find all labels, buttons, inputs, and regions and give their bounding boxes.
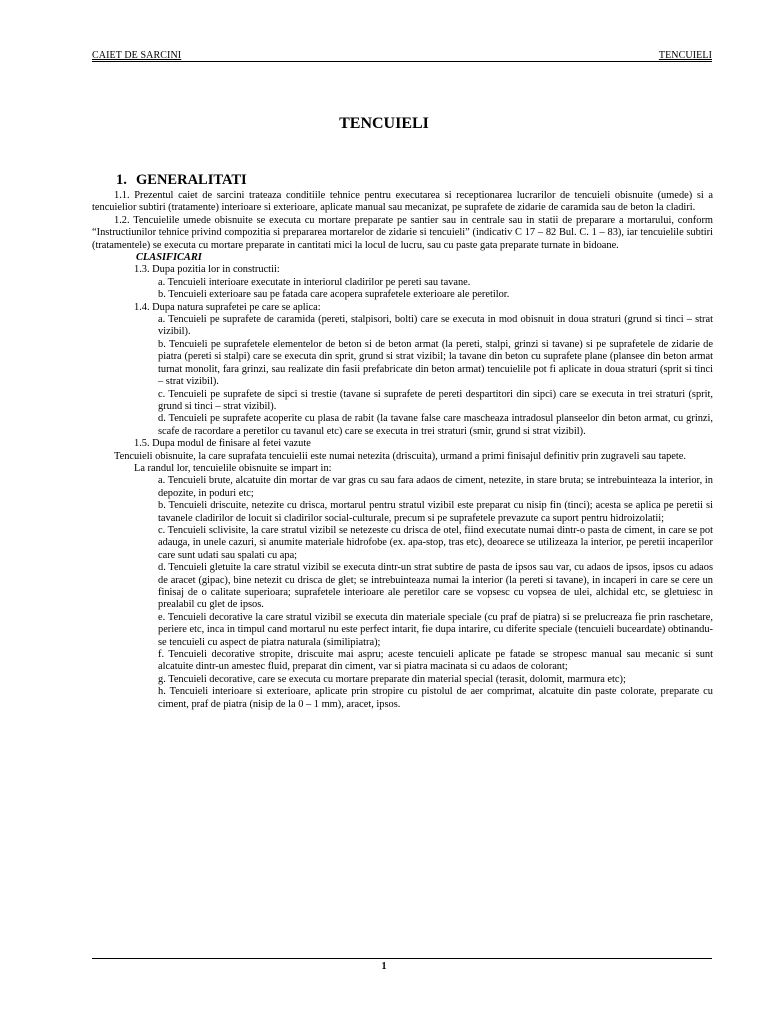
- paragraph-1-5f: f. Tencuieli decorative stropite, driscuite mai aspru; aceste tencuieli aplicate pe fatade se stropesc manual sau mecanic si sunt alcatuite dintr-un amestec fluid, preparat din ciment, var si piatra macinata si cu adaos de colorant;: [158, 649, 713, 673]
- paragraph-1-5b: b. Tencuieli driscuite, netezite cu drisca, mortarul pentru stratul vizibil este preparat cu nisip fin (tinci); acesta se aplica pe peretii si tavanele cladirilor de locuit si cladirilor social-culturale, precum si pe suprafetele prevazute ca suport pentru hidroizolatii;: [158, 500, 713, 524]
- page-header: [92, 50, 712, 62]
- paragraph-1-3b: b. Tencuieli exterioare sau pe fatada care acopera suprafetele exterioare ale peretilor.: [158, 289, 510, 301]
- paragraph-1-5c: c. Tencuieli sclivisite, la care stratul vizibil se netezeste cu drisca de otel, fiind executate numai dintr-o pasta de ciment, in care se pot adauga, in unele cazuri, si anumite materiale hidrofobe (ex. apa-stop, tras etc), deoarece se utilizeaza la interior, pe peretii incaperilor care sunt udati sau spalati cu apa;: [158, 524, 713, 561]
- section-heading: [116, 172, 713, 188]
- paragraph-1-3a: a. Tencuieli interioare executate in interiorul cladirilor pe pereti sau tavane.: [158, 276, 471, 288]
- paragraph-1-4d: d. Tencuieli pe suprafete acoperite cu plasa de rabit (la tavane false care mascheaza intradosul planseelor din beton armat, cu grinzi, scafe de racordare a peretilor cu tavanul etc) care se executa in trei straturi (smir, grund si strat vizibil).: [158, 413, 713, 437]
- page-number: 1: [381, 961, 387, 972]
- paragraph-1-5d: d. Tencuieli gletuite la care stratul vizibil se executa dintr-un strat subtire de pasta de ipsos sau var, cu adaos de ipsos, ipsos cu adaos de aracet (gipac), bine netezit cu drisca de glet; se intrebuinteaza numai la interior (la pereti si tavane), in incaperi in care se cere un finisaj de o calitate superioara; suprafetele interioare ale peretilor care se vopsesc cu vopsea de ulei, alchidal etc, se gletuiesc in prealabil cu glet de ipsos.: [158, 562, 713, 611]
- paragraph-1-5-text: Tencuieli obisnuite, la care suprafata tencuielii este numai netezita (driscuita), urmand a primi finisajul definitiv prin zugraveli sau tapete.: [114, 450, 686, 462]
- header-right: TENCUIELI: [658, 50, 712, 61]
- paragraph-1-4b: b. Tencuieli pe suprafetele elementelor de beton si de beton armat (la pereti, stalpi, grinzi si tavane) si pe suprafetele de zidarie de piatra (pereti si stalpi) care se executa din sprit, grund si strat vizibil; la tavane din beton cu suprafete plane (plansee din beton armat turnat monolit, fara grinzi, sau realizate din fasii prefabricate din beton armat) tencuielile pot fi aplicate in doua straturi (sprit si tinci – strat vizibil).: [158, 338, 713, 388]
- paragraph-1-2: 1.2. Tencuielile umede obisnuite se executa cu mortare preparate pe santier sau in centrale sau in statii de preparare a mortarului, conform “Instructiunilor tehnice privind compozitia si prepararea mortarelor de zidarie si tencuieli” (indicativ C 17 – 82 Bul. C. 1 – 83), iar tencuielile subtiri (tratamentele) se executa cu mortare preparate in cantitati mici la locul de lucru, sau cu paste gata preparate turnate in bidoane.: [92, 214, 713, 251]
- paragraph-1-5-intro: La randul lor, tencuielile obisnuite se impart in:: [134, 462, 332, 474]
- paragraph-1-5a: a. Tencuieli brute, alcatuite din mortar de var gras cu sau fara adaos de ciment, netezite, in stare bruta; se intrebuinteaza la interior, in depozite, in poduri etc;: [158, 475, 713, 499]
- document-title: TENCUIELI: [339, 115, 429, 132]
- footer-divider: [92, 958, 712, 959]
- clasificari-heading: CLASIFICARI: [136, 252, 202, 264]
- paragraph-1-5: 1.5. Dupa modul de finisare al fetei vazute: [134, 438, 311, 450]
- header-left: CAIET DE SARCINI: [92, 50, 182, 61]
- paragraph-1-5g: g. Tencuieli decorative, care se executa cu mortare preparate din material special (terasit, dolomit, marmura etc);: [158, 673, 626, 685]
- paragraph-1-5h: h. Tencuieli interioare si exterioare, aplicate prin stropire cu pistolul de aer comprimat, alcatuite din paste colorate, preparate cu ciment, praf de piatra (nisip de la 0 – 1 mm), aracet, ipsos.: [158, 686, 713, 710]
- section-title: GENERALITATI: [136, 172, 247, 188]
- paragraph-1-1: 1.1. Prezentul caiet de sarcini trateaza conditiile tehnice pentru executarea si receptionarea lucrarilor de tencuieli obisnuite (umede) si a tencuielior subtiri (tratamente) interioare si exterioare, aplicate manual sau mecanizat, pe suprafete de zidarie de caramida sau de beton la cladiri.: [92, 190, 713, 214]
- paragraph-1-4a: a. Tencuieli pe suprafete de caramida (pereti, stalpisori, bolti) care se executa in mod obisnuit in doua straturi (grund si tinci – strat vizibil).: [158, 314, 713, 338]
- paragraph-1-4: 1.4. Dupa natura suprafetei pe care se aplica:: [134, 301, 321, 313]
- paragraph-1-5e: e. Tencuieli decorative la care stratul vizibil se executa din materiale speciale (cu praf de piatra) si se prelucreaza fie prin raschetare, periere etc, inca in timpul cand mortarul nu este perfect intarit, fie dupa intarire, cu diferite speciale (tencuieli buceardate) obtinandu-se tencuieli cu aspect de piatra naturala (similipiatra);: [158, 611, 713, 648]
- paragraph-1-3: 1.3. Dupa pozitia lor in constructii:: [134, 264, 280, 276]
- section-number: 1.: [116, 172, 127, 188]
- document-body: [92, 172, 713, 711]
- paragraph-1-4c: c. Tencuieli pe suprafete de sipci si trestie (tavane si suprafete de pereti despartitori din sipci) care se executa in trei straturi (sprit, grund si tinci – strat vizibil).: [158, 388, 713, 412]
